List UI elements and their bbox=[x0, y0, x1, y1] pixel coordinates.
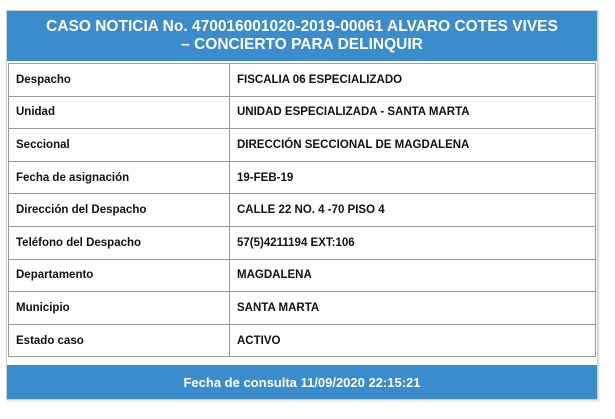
consultation-date-bar bbox=[7, 365, 597, 399]
case-card bbox=[6, 10, 598, 400]
row-value-municipio: SANTA MARTA bbox=[230, 292, 596, 325]
case-info-table bbox=[8, 63, 596, 357]
table-row bbox=[9, 129, 596, 162]
table-row bbox=[9, 161, 596, 194]
case-title bbox=[46, 18, 558, 54]
row-label-despacho: Despacho bbox=[9, 64, 230, 97]
row-label-departamento: Departamento bbox=[9, 259, 230, 292]
table-row bbox=[9, 292, 596, 325]
table-row bbox=[9, 324, 596, 357]
row-value-telefono: 57(5)4211194 EXT:106 bbox=[230, 226, 596, 259]
row-label-seccional: Seccional bbox=[9, 129, 230, 162]
table-row bbox=[9, 64, 596, 97]
consultation-date: Fecha de consulta 11/09/2020 22:15:21 bbox=[183, 374, 421, 390]
case-title-line1: CASO NOTICIA No. 470016001020-2019-00061 ALVARO COTES VIVES bbox=[46, 18, 558, 35]
case-title-bar bbox=[7, 11, 597, 61]
row-label-telefono: Teléfono del Despacho bbox=[9, 226, 230, 259]
row-label-municipio: Municipio bbox=[9, 292, 230, 325]
table-row bbox=[9, 226, 596, 259]
row-value-despacho: FISCALIA 06 ESPECIALIZADO bbox=[230, 64, 596, 97]
row-value-estado-caso: ACTIVO bbox=[230, 324, 596, 357]
row-value-fecha-asignacion: 19-FEB-19 bbox=[230, 161, 596, 194]
row-label-direccion: Dirección del Despacho bbox=[9, 194, 230, 227]
case-title-line2: – CONCIERTO PARA DELINQUIR bbox=[181, 36, 423, 53]
row-value-direccion: CALLE 22 NO. 4 -70 PISO 4 bbox=[230, 194, 596, 227]
row-label-estado-caso: Estado caso bbox=[9, 324, 230, 357]
row-value-unidad: UNIDAD ESPECIALIZADA - SANTA MARTA bbox=[230, 96, 596, 129]
row-label-fecha-asignacion: Fecha de asignación bbox=[9, 161, 230, 194]
row-value-departamento: MAGDALENA bbox=[230, 259, 596, 292]
table-row bbox=[9, 194, 596, 227]
table-row bbox=[9, 259, 596, 292]
row-value-seccional: DIRECCIÓN SECCIONAL DE MAGDALENA bbox=[230, 129, 596, 162]
row-label-unidad: Unidad bbox=[9, 96, 230, 129]
table-row bbox=[9, 96, 596, 129]
